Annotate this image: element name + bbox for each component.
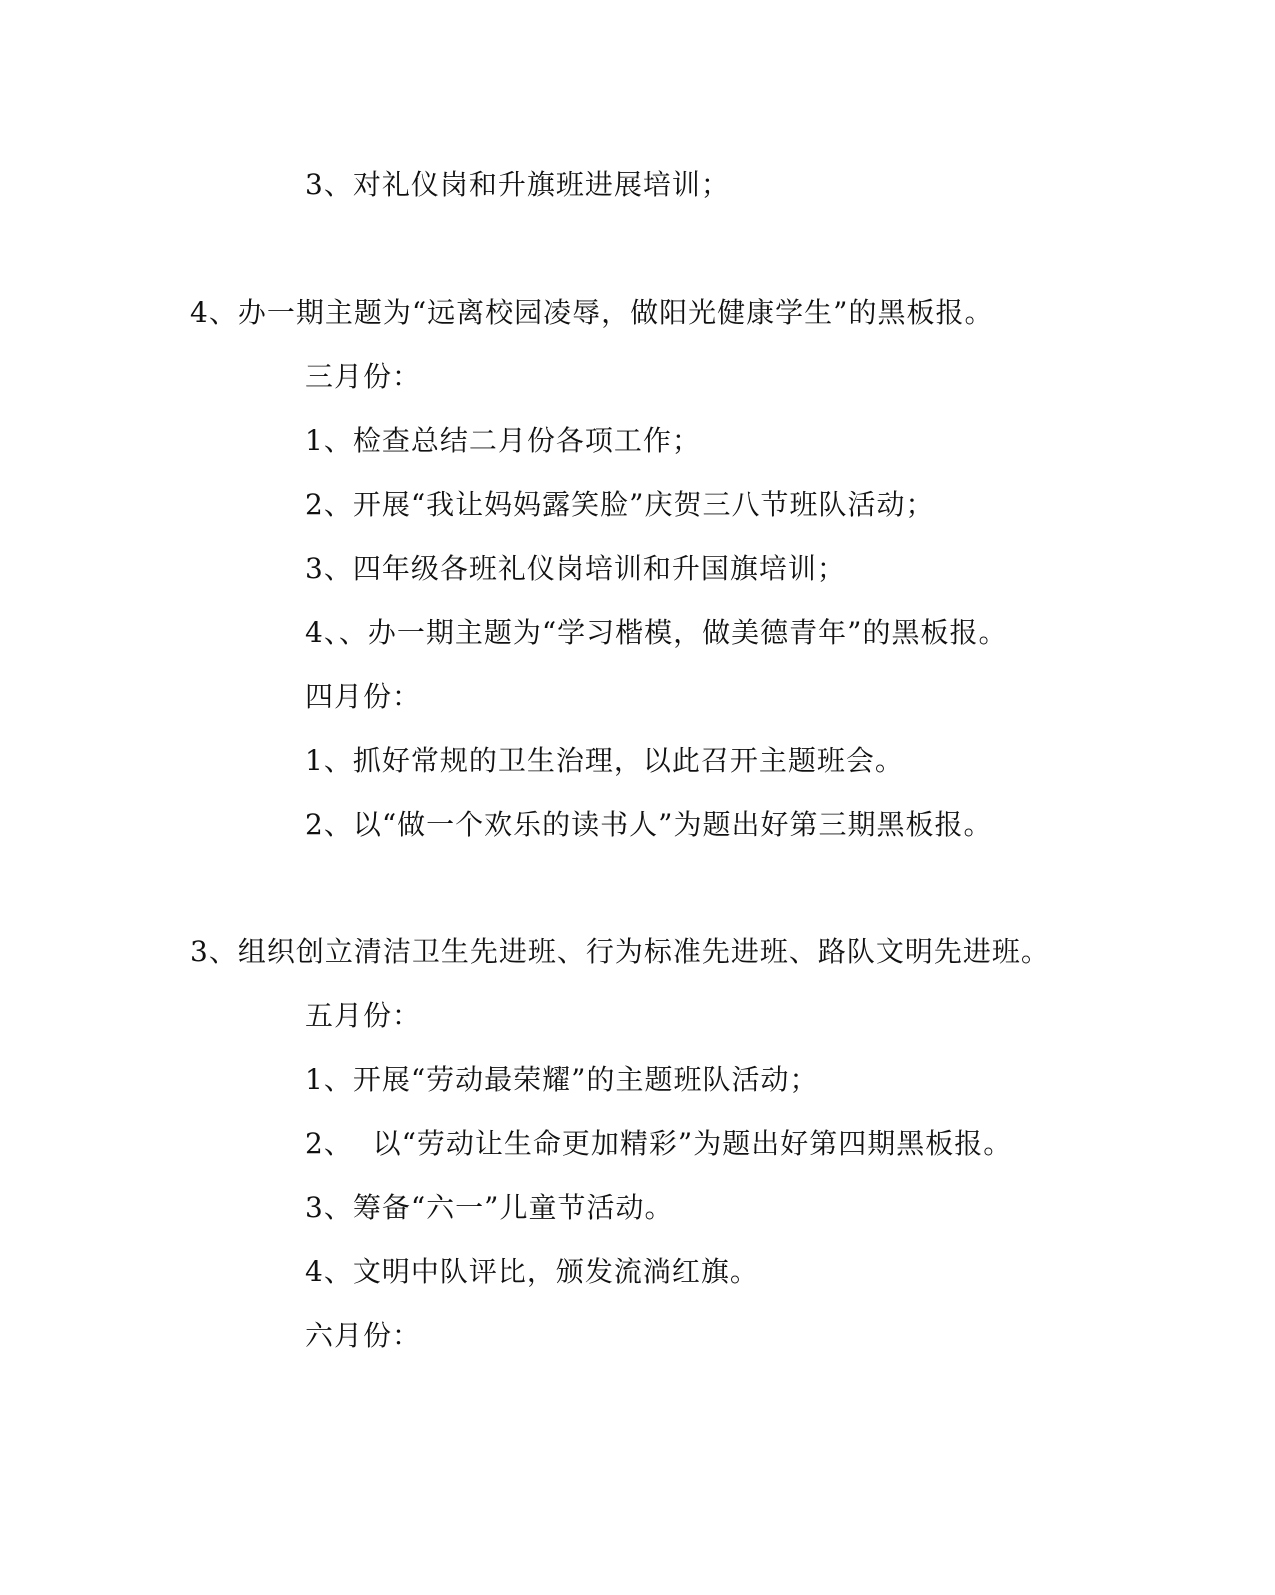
text-line: 2、以“做一个欢乐的读书人”为题出好第三期黑板报。 [305, 808, 993, 841]
text-line: 1、开展“劳动最荣耀”的主题班队活动； [305, 1063, 819, 1096]
text-line: 3、对礼仪岗和升旗班进展培训； [305, 168, 730, 201]
text-line: 3、四年级各班礼仪岗培训和升国旗培训； [305, 552, 846, 585]
text-line: 4、、办一期主题为“学习楷模，做美德青年”的黑板报。 [305, 616, 1008, 649]
section-heading-march: 三月份： [305, 360, 422, 393]
section-heading-june: 六月份： [305, 1319, 422, 1352]
text-line: 3、组织创立清洁卫生先进班、行为标准先进班、路队文明先进班。 [190, 935, 1050, 968]
text-line: 1、检查总结二月份各项工作； [305, 424, 701, 457]
text-line: 2、开展“我让妈妈露笑脸”庆贺三八节班队活动； [305, 488, 935, 521]
section-heading-april: 四月份： [305, 680, 422, 713]
text-line: 3、筹备“六一”儿童节活动。 [305, 1191, 674, 1224]
text-line: 1、抓好常规的卫生治理，以此召开主题班会。 [305, 744, 904, 777]
text-line: 2、 以“劳动让生命更加精彩”为题出好第四期黑板报。 [305, 1127, 1013, 1160]
section-heading-may: 五月份： [305, 999, 422, 1032]
text-line: 4、文明中队评比，颁发流淌红旗。 [305, 1255, 759, 1288]
text-line: 4、办一期主题为“远离校园凌辱，做阳光健康学生”的黑板报。 [190, 296, 994, 329]
